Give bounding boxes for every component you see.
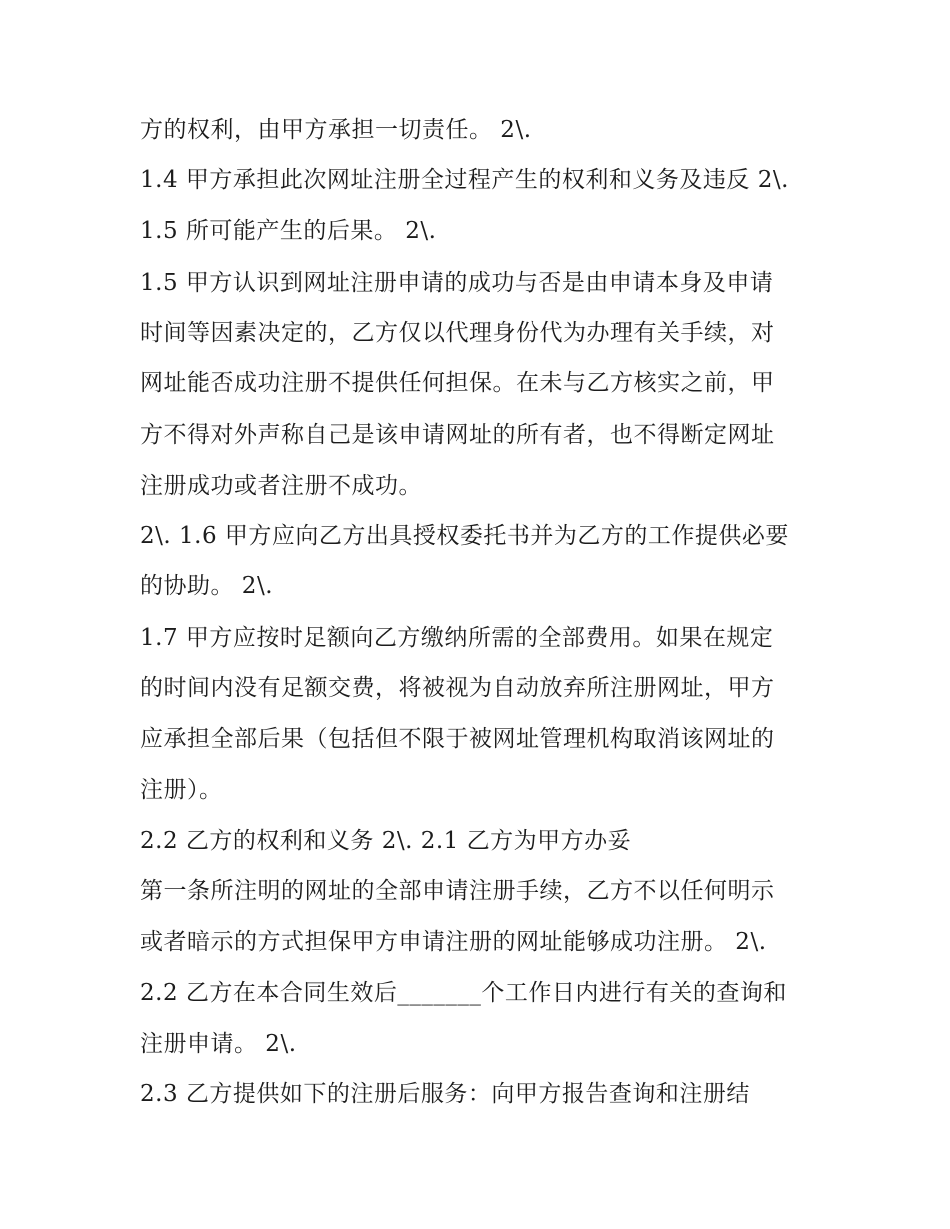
text-line-11: 1.7 甲方应按时足额向乙方缴纳所需的全部费用。如果在规定 xyxy=(140,625,774,651)
text-line-14: 注册）。 xyxy=(140,777,223,803)
text-line-10: 的协助。 2\. xyxy=(140,573,274,599)
text-line-7: 方不得对外声称自己是该申请网址的所有者，也不得断定网址 xyxy=(140,422,775,448)
text-line-9: 2\. 1.6 甲方应向乙方出具授权委托书并为乙方的工作提供必要 xyxy=(140,523,789,549)
text-line-17: 或者暗示的方式担保甲方申请注册的网址能够成功注册。 2\. xyxy=(140,929,767,955)
text-line-6: 网址能否成功注册不提供任何担保。在未与乙方核实之前，甲 xyxy=(140,370,775,396)
text-line-2: 1.4 甲方承担此次网址注册全过程产生的权利和义务及违反 2\. xyxy=(140,167,789,193)
text-line-3: 1.5 所可能产生的后果。 2\. xyxy=(140,218,437,244)
text-line-13: 应承担全部后果（包括但不限于被网址管理机构取消该网址的 xyxy=(140,726,775,752)
text-line-4: 1.5 甲方认识到网址注册申请的成功与否是由申请本身及申请 xyxy=(140,270,774,296)
text-line-19: 注册申请。 2\. xyxy=(140,1031,297,1057)
text-line-16: 第一条所注明的网址的全部申请注册手续，乙方不以任何明示 xyxy=(140,878,775,904)
text-line-5: 时间等因素决定的，乙方仅以代理身份代为办理有关手续，对 xyxy=(140,320,775,346)
text-line-8: 注册成功或者注册不成功。 xyxy=(140,473,422,499)
text-line-1: 方的权利，由甲方承担一切责任。 2\. xyxy=(140,117,532,143)
text-line-18: 2.2 乙方在本合同生效后_______个工作日内进行有关的查询和 xyxy=(140,980,787,1006)
text-line-15: 2.2 乙方的权利和义务 2\. 2.1 乙方为甲方办妥 xyxy=(140,828,632,854)
text-line-20: 2.3 乙方提供如下的注册后服务：向甲方报告查询和注册结 xyxy=(140,1081,750,1107)
text-line-12: 的时间内没有足额交费，将被视为自动放弃所注册网址，甲方 xyxy=(140,675,775,701)
